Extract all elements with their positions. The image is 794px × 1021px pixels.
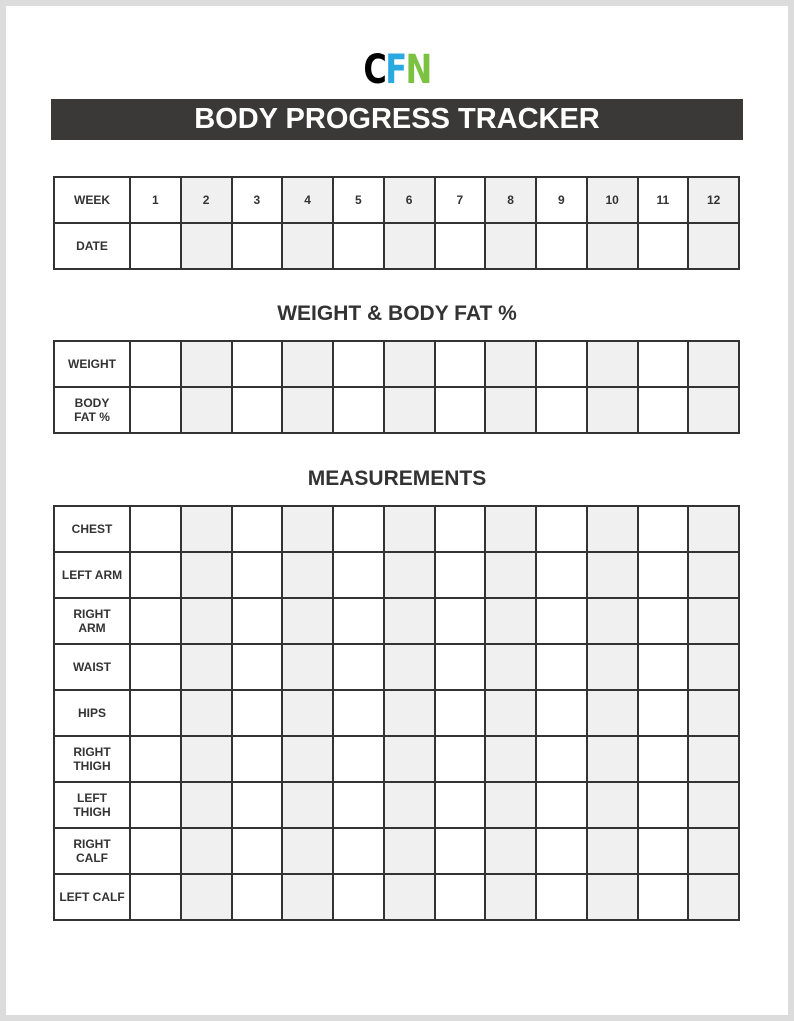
- entry-cell[interactable]: [485, 387, 536, 433]
- entry-cell[interactable]: [333, 506, 384, 552]
- entry-cell[interactable]: [435, 874, 486, 920]
- entry-cell[interactable]: [282, 782, 333, 828]
- logo-letter: C: [363, 47, 386, 93]
- entry-cell[interactable]: [688, 782, 739, 828]
- entry-cell[interactable]: [333, 782, 384, 828]
- entry-cell[interactable]: [282, 387, 333, 433]
- week-table: [53, 176, 740, 270]
- entry-cell[interactable]: [232, 223, 283, 269]
- row-label: HIPS: [54, 690, 130, 736]
- entry-cell[interactable]: [688, 341, 739, 387]
- entry-cell[interactable]: [587, 828, 638, 874]
- entry-cell[interactable]: [130, 387, 181, 433]
- entry-cell[interactable]: [485, 223, 536, 269]
- entry-cell[interactable]: [333, 874, 384, 920]
- week-number: 5: [333, 177, 384, 223]
- entry-cell[interactable]: [485, 506, 536, 552]
- table-row: [54, 506, 739, 552]
- entry-cell[interactable]: [181, 644, 232, 690]
- entry-cell[interactable]: [638, 644, 689, 690]
- entry-cell[interactable]: [232, 552, 283, 598]
- entry-cell[interactable]: [587, 552, 638, 598]
- entry-cell[interactable]: [181, 552, 232, 598]
- entry-cell[interactable]: [232, 874, 283, 920]
- entry-cell[interactable]: [130, 690, 181, 736]
- entry-cell[interactable]: [384, 506, 435, 552]
- entry-cell[interactable]: [130, 644, 181, 690]
- entry-cell[interactable]: [688, 736, 739, 782]
- entry-cell[interactable]: [638, 552, 689, 598]
- measurements-table: [53, 505, 740, 921]
- week-number: 7: [435, 177, 486, 223]
- row-label: LEFT CALF: [54, 874, 130, 920]
- entry-cell[interactable]: [384, 736, 435, 782]
- row-label: DATE: [54, 223, 130, 269]
- entry-cell[interactable]: [688, 874, 739, 920]
- entry-cell[interactable]: [536, 782, 587, 828]
- table-row: [54, 690, 739, 736]
- entry-cell[interactable]: [282, 644, 333, 690]
- entry-cell[interactable]: [181, 341, 232, 387]
- entry-cell[interactable]: [688, 690, 739, 736]
- row-label: WEIGHT: [54, 341, 130, 387]
- entry-cell[interactable]: [485, 598, 536, 644]
- entry-cell[interactable]: [536, 223, 587, 269]
- row-label: RIGHT THIGH: [54, 736, 130, 782]
- week-number: 8: [485, 177, 536, 223]
- entry-cell[interactable]: [181, 874, 232, 920]
- entry-cell[interactable]: [638, 598, 689, 644]
- entry-cell[interactable]: [282, 690, 333, 736]
- entry-cell[interactable]: [587, 736, 638, 782]
- entry-cell[interactable]: [536, 552, 587, 598]
- entry-cell[interactable]: [130, 223, 181, 269]
- entry-cell[interactable]: [587, 690, 638, 736]
- entry-cell[interactable]: [536, 690, 587, 736]
- entry-cell[interactable]: [638, 782, 689, 828]
- entry-cell[interactable]: [688, 828, 739, 874]
- week-number: 10: [587, 177, 638, 223]
- entry-cell[interactable]: [435, 506, 486, 552]
- entry-cell[interactable]: [638, 223, 689, 269]
- entry-cell[interactable]: [130, 782, 181, 828]
- entry-cell[interactable]: [181, 828, 232, 874]
- table-row: [54, 177, 739, 223]
- entry-cell[interactable]: [282, 552, 333, 598]
- entry-cell[interactable]: [435, 736, 486, 782]
- row-label: BODY FAT %: [54, 387, 130, 433]
- entry-cell[interactable]: [384, 828, 435, 874]
- page-title: BODY PROGRESS TRACKER: [51, 99, 743, 140]
- entry-cell[interactable]: [333, 690, 384, 736]
- entry-cell[interactable]: [638, 690, 689, 736]
- entry-cell[interactable]: [638, 341, 689, 387]
- weight-heading: WEIGHT & BODY FAT %: [277, 302, 517, 325]
- week-number: 9: [536, 177, 587, 223]
- entry-cell[interactable]: [688, 644, 739, 690]
- week-number: 12: [688, 177, 739, 223]
- row-label: RIGHT ARM: [54, 598, 130, 644]
- entry-cell[interactable]: [688, 506, 739, 552]
- entry-cell[interactable]: [435, 341, 486, 387]
- entry-cell[interactable]: [282, 341, 333, 387]
- entry-cell[interactable]: [485, 828, 536, 874]
- entry-cell[interactable]: [536, 341, 587, 387]
- entry-cell[interactable]: [333, 598, 384, 644]
- logo-letter: N: [405, 47, 431, 93]
- entry-cell[interactable]: [485, 552, 536, 598]
- entry-cell[interactable]: [384, 223, 435, 269]
- entry-cell[interactable]: [485, 874, 536, 920]
- week-number: 6: [384, 177, 435, 223]
- entry-cell[interactable]: [333, 552, 384, 598]
- table-row: [54, 736, 739, 782]
- entry-cell[interactable]: [282, 506, 333, 552]
- entry-cell[interactable]: [638, 874, 689, 920]
- entry-cell[interactable]: [587, 341, 638, 387]
- entry-cell[interactable]: [587, 782, 638, 828]
- table-row: [54, 828, 739, 874]
- entry-cell[interactable]: [333, 828, 384, 874]
- week-number: 2: [181, 177, 232, 223]
- entry-cell[interactable]: [536, 506, 587, 552]
- entry-cell[interactable]: [232, 506, 283, 552]
- entry-cell[interactable]: [282, 736, 333, 782]
- table-row: [54, 874, 739, 920]
- entry-cell[interactable]: [587, 644, 638, 690]
- logo-letter: F: [385, 47, 406, 93]
- entry-cell[interactable]: [638, 506, 689, 552]
- entry-cell[interactable]: [333, 223, 384, 269]
- row-label: WAIST: [54, 644, 130, 690]
- entry-cell[interactable]: [384, 341, 435, 387]
- entry-cell[interactable]: [282, 598, 333, 644]
- row-label: CHEST: [54, 506, 130, 552]
- entry-cell[interactable]: [181, 690, 232, 736]
- entry-cell[interactable]: [232, 598, 283, 644]
- table-row: [54, 644, 739, 690]
- table-row: [54, 223, 739, 269]
- entry-cell[interactable]: [587, 506, 638, 552]
- entry-cell[interactable]: [384, 874, 435, 920]
- entry-cell[interactable]: [638, 736, 689, 782]
- entry-cell[interactable]: [536, 598, 587, 644]
- table-row: [54, 552, 739, 598]
- entry-cell[interactable]: [181, 387, 232, 433]
- entry-cell[interactable]: [181, 782, 232, 828]
- table-row: [54, 387, 739, 433]
- entry-cell[interactable]: [435, 552, 486, 598]
- entry-cell[interactable]: [282, 874, 333, 920]
- entry-cell[interactable]: [282, 223, 333, 269]
- entry-cell[interactable]: [130, 736, 181, 782]
- entry-cell[interactable]: [688, 223, 739, 269]
- entry-cell[interactable]: [688, 598, 739, 644]
- table-row: [54, 598, 739, 644]
- entry-cell[interactable]: [638, 387, 689, 433]
- entry-cell[interactable]: [130, 506, 181, 552]
- entry-cell[interactable]: [435, 644, 486, 690]
- entry-cell[interactable]: [333, 387, 384, 433]
- entry-cell[interactable]: [435, 387, 486, 433]
- entry-cell[interactable]: [384, 782, 435, 828]
- entry-cell[interactable]: [688, 552, 739, 598]
- week-number: 1: [130, 177, 181, 223]
- entry-cell[interactable]: [232, 341, 283, 387]
- row-label: WEEK: [54, 177, 130, 223]
- entry-cell[interactable]: [232, 828, 283, 874]
- entry-cell[interactable]: [130, 341, 181, 387]
- entry-cell[interactable]: [435, 828, 486, 874]
- entry-cell[interactable]: [384, 598, 435, 644]
- entry-cell[interactable]: [181, 223, 232, 269]
- entry-cell[interactable]: [435, 223, 486, 269]
- row-label: LEFT ARM: [54, 552, 130, 598]
- entry-cell[interactable]: [485, 782, 536, 828]
- entry-cell[interactable]: [536, 387, 587, 433]
- entry-cell[interactable]: [181, 506, 232, 552]
- entry-cell[interactable]: [435, 598, 486, 644]
- table-row: [54, 341, 739, 387]
- entry-cell[interactable]: [130, 598, 181, 644]
- entry-cell[interactable]: [536, 736, 587, 782]
- entry-cell[interactable]: [130, 552, 181, 598]
- entry-cell[interactable]: [587, 598, 638, 644]
- cfn-logo: [79, 47, 714, 93]
- entry-cell[interactable]: [638, 828, 689, 874]
- entry-cell[interactable]: [587, 387, 638, 433]
- week-number: 11: [638, 177, 689, 223]
- week-number: 3: [232, 177, 283, 223]
- entry-cell[interactable]: [181, 598, 232, 644]
- entry-cell[interactable]: [232, 782, 283, 828]
- table-row: [54, 782, 739, 828]
- entry-cell[interactable]: [688, 387, 739, 433]
- entry-cell[interactable]: [384, 552, 435, 598]
- entry-cell[interactable]: [536, 644, 587, 690]
- week-number: 4: [282, 177, 333, 223]
- entry-cell[interactable]: [435, 690, 486, 736]
- entry-cell[interactable]: [333, 736, 384, 782]
- entry-cell[interactable]: [232, 736, 283, 782]
- entry-cell[interactable]: [333, 644, 384, 690]
- entry-cell[interactable]: [536, 874, 587, 920]
- entry-cell[interactable]: [130, 874, 181, 920]
- entry-cell[interactable]: [384, 644, 435, 690]
- entry-cell[interactable]: [384, 690, 435, 736]
- entry-cell[interactable]: [232, 690, 283, 736]
- entry-cell[interactable]: [485, 341, 536, 387]
- entry-cell[interactable]: [536, 828, 587, 874]
- entry-cell[interactable]: [485, 690, 536, 736]
- entry-cell[interactable]: [587, 223, 638, 269]
- entry-cell[interactable]: [485, 644, 536, 690]
- entry-cell[interactable]: [282, 828, 333, 874]
- entry-cell[interactable]: [181, 736, 232, 782]
- entry-cell[interactable]: [485, 736, 536, 782]
- entry-cell[interactable]: [232, 387, 283, 433]
- entry-cell[interactable]: [587, 874, 638, 920]
- weight-table: [53, 340, 740, 434]
- entry-cell[interactable]: [435, 782, 486, 828]
- row-label: LEFT THIGH: [54, 782, 130, 828]
- entry-cell[interactable]: [333, 341, 384, 387]
- entry-cell[interactable]: [130, 828, 181, 874]
- measurements-heading: MEASUREMENTS: [307, 467, 487, 490]
- entry-cell[interactable]: [384, 387, 435, 433]
- row-label: RIGHT CALF: [54, 828, 130, 874]
- entry-cell[interactable]: [232, 644, 283, 690]
